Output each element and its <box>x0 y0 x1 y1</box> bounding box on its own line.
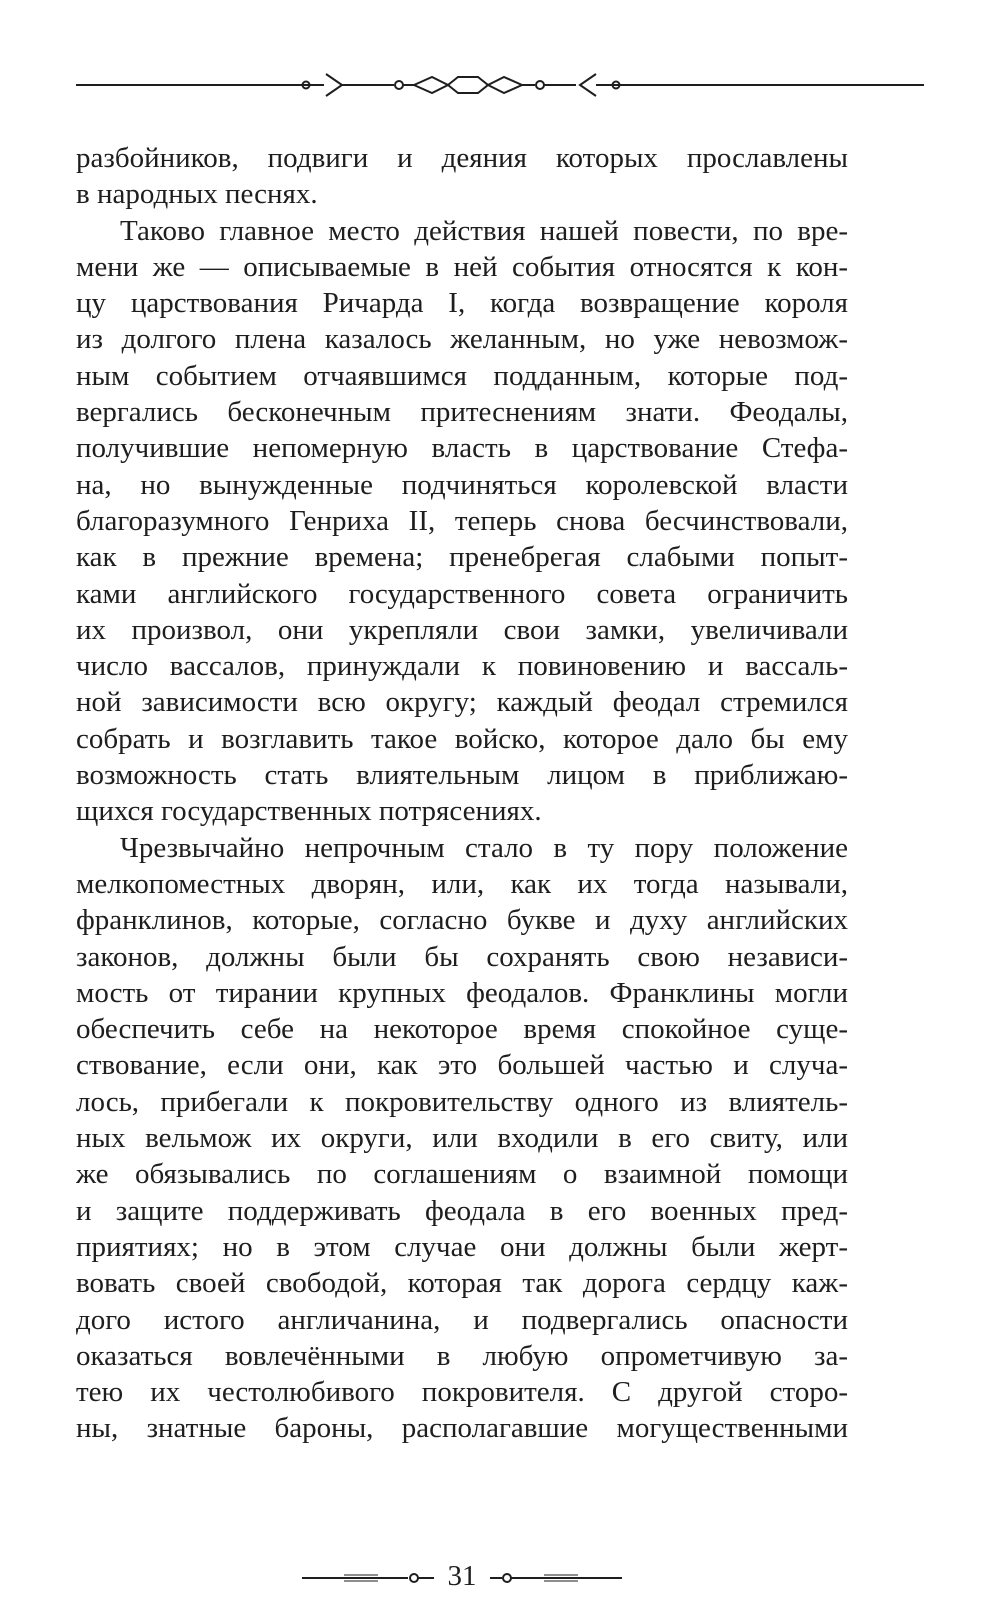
paragraph-3 <box>76 830 848 1447</box>
text-line: их произвол, они укрепляли свои замки, увеличивали <box>76 613 848 646</box>
text-line: из долгого плена казалось желанным, но уже невозмож- <box>76 323 848 356</box>
text-line: мость от тирании крупных феодалов. Франклины могли <box>76 976 848 1009</box>
text-line: лось, прибегали к покровительству одного из влиятель- <box>76 1085 848 1118</box>
page-number: 31 <box>447 1560 477 1592</box>
text-line: франклинов, которые, согласно букве и духу английских <box>76 904 848 937</box>
paragraph-2 <box>76 213 848 830</box>
text-line: Таково главное место действия нашей повести, по вре- <box>120 214 848 247</box>
text-line: мелкопоместных дворян, или, как их тогда называли, <box>76 867 848 900</box>
text-line: ным событием отчаявшимся подданным, которые под- <box>76 359 848 392</box>
text-line: число вассалов, принуждали к повиновению и вассаль- <box>76 650 848 683</box>
text-line: как в прежние времена; пренебрегая слабыми попыт- <box>76 541 848 574</box>
text-line: дого истого англичанина, и подвергались опасности <box>76 1303 848 1336</box>
text-line: оказаться вовлечёнными в любую опрометчивую за- <box>76 1339 848 1372</box>
header-ornament <box>76 68 924 102</box>
text-line: ны, знатные бароны, располагавшие могущественными <box>76 1412 848 1445</box>
text-line: Чрезвычайно непрочным стало в ту пору положение <box>120 831 848 864</box>
text-line: возможность стать влиятельным лицом в приближаю- <box>76 759 848 792</box>
text-line: обеспечить себе на некоторое время спокойное суще- <box>76 1013 848 1046</box>
text-line: законов, должны были бы сохранять свою независи- <box>76 940 848 973</box>
text-line: приятиях; но в этом случае они должны были жерт- <box>76 1230 848 1263</box>
text-line: собрать и возглавить такое войско, которое дало бы ему <box>76 722 848 755</box>
text-line: вергались бесконечным притеснениям знати. Феодалы, <box>76 396 848 429</box>
text-line: ных вельмож их округи, или входили в его свиту, или <box>76 1122 848 1155</box>
text-line: разбойников, подвиги и деяния которых прославлены <box>76 142 848 174</box>
text-line: же обязывались по соглашениям о взаимной помощи <box>76 1158 848 1191</box>
text-line: и защите поддерживать феодала в его военных пред- <box>76 1194 848 1227</box>
body-text <box>76 140 848 1447</box>
text-line: ками английского государственного совета ограничить <box>76 577 848 610</box>
text-line: на, но вынужденные подчиняться королевской власти <box>76 468 848 501</box>
text-line: благоразумного Генриха II, теперь снова бесчинствовали, <box>76 504 848 537</box>
text-line: вовать своей свободой, которая так дорога сердцу каж- <box>76 1267 848 1300</box>
text-line: тею их честолюбивого покровителя. С другой сторо- <box>76 1376 848 1409</box>
text-line: ствование, если они, как это большей частью и случа- <box>76 1049 848 1082</box>
paragraph-1 <box>76 140 848 213</box>
text-line: мени же — описываемые в ней события относятся к кон- <box>76 250 848 283</box>
text-line: ной зависимости всю округу; каждый феодал стремился <box>76 686 848 719</box>
text-line: получившие непомерную власть в царствование Стефа- <box>76 432 848 465</box>
text-line: щихся государственных потрясениях. <box>76 795 542 828</box>
text-line: цу царствования Ричарда I, когда возвращение короля <box>76 287 848 320</box>
text-line: в народных песнях. <box>76 178 318 211</box>
header-ornament-graphic <box>76 68 924 102</box>
page-footer <box>296 1556 626 1600</box>
